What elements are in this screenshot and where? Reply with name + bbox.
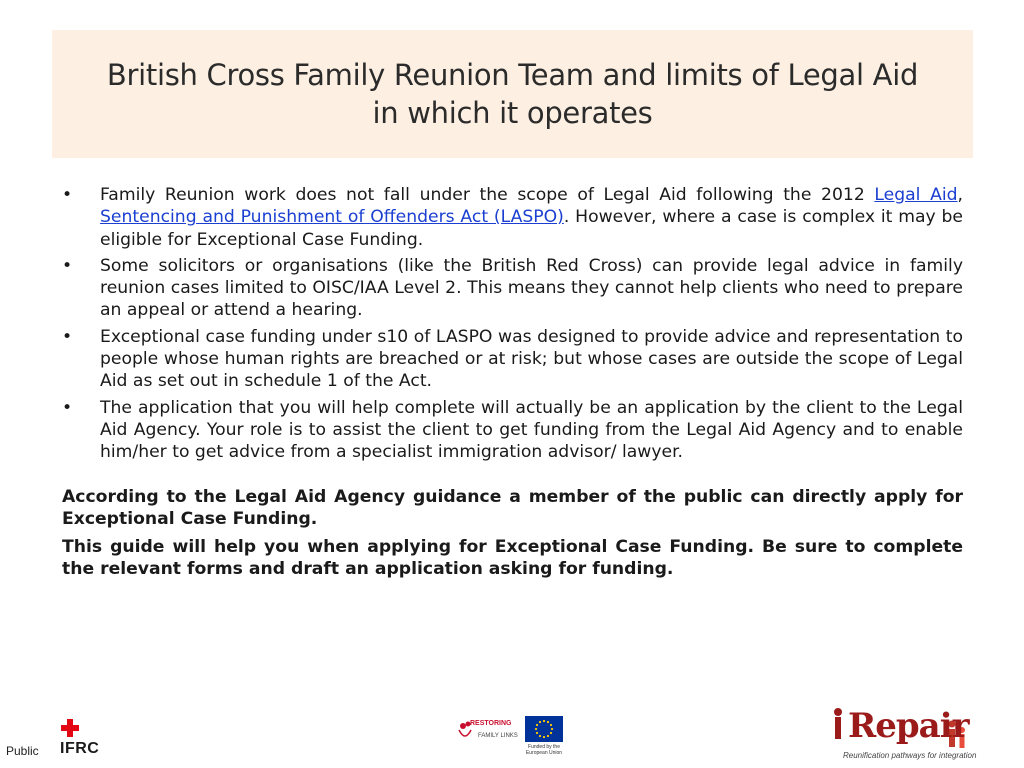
bullet-item-3	[62, 326, 963, 393]
classification-label: Public	[6, 744, 39, 758]
red-cross-horizontal	[61, 725, 79, 731]
eu-funding-label: Funded by the European Union	[525, 744, 563, 756]
repair-wordmark: Repair	[848, 706, 969, 746]
eu-flag-icon	[525, 716, 563, 742]
bullet-marker: •	[62, 397, 73, 418]
legal-aid-link[interactable]: Legal Aid	[874, 185, 958, 205]
bullet-1-text-start: Family Reunion work does not fall under the scope of Legal Aid following the 2012	[100, 185, 875, 205]
bullet-item-4	[62, 397, 963, 464]
bullet-marker: •	[62, 185, 73, 205]
laspo-link[interactable]: Sentencing and Punishment of Offenders Act (LASPO)	[100, 207, 564, 228]
bullet-4-text: The application that you will help complete will actually be an application by the client to the Legal Aid Agency. Your role is to assist the client to get funding from the Legal Aid Agency and to enable him/her to get advice from a specialist immigration advisor/ lawyer.	[100, 397, 963, 463]
repair-tagline: Reunification pathways for integration	[843, 751, 977, 760]
red-crescent	[84, 719, 93, 737]
bullet-list	[62, 184, 963, 464]
bullet-marker: •	[62, 255, 73, 276]
bullet-3-text: Exceptional case funding under s10 of LASPO was designed to provide advice and representation to people whose human rights are breached or at risk; but whose cases are outside the scope of Legal Aid as set out in schedule 1 of the Act.	[100, 326, 963, 392]
rfl-label-restoring: RESTORING	[470, 720, 512, 727]
bold-paragraph-public-apply: According to the Legal Aid Agency guidance a member of the public can directly apply for Exceptional Case Funding.	[62, 486, 963, 529]
bullet-1-text-end: . However, where a case is complex it may be eligible for Exceptional Case Funding.	[100, 207, 963, 250]
bullet-2-text: Some solicitors or organisations (like the British Red Cross) can provide legal advice in family reunion cases limited to OISC/IAA Level 2. This means they cannot help clients who need to prepare an appeal or attend a hearing.	[100, 255, 963, 321]
bold-paragraph-guide: This guide will help you when applying for Exceptional Case Funding. Be sure to complete the relevant forms and draft an application asking for funding.	[62, 537, 963, 580]
rfl-label-family-links: FAMILY LINKS	[478, 733, 518, 739]
bullet-marker: •	[62, 326, 73, 347]
slide-content	[62, 184, 963, 581]
ifrc-label: IFRC	[60, 740, 100, 757]
slide-title: British Cross Family Reunion Team and limits of Legal Aid in which it operates	[106, 58, 919, 130]
bullet-item-1	[62, 184, 963, 251]
bullet-item-2	[62, 255, 963, 322]
title-banner	[52, 30, 973, 158]
bullet-1-text-sep: ,	[957, 185, 963, 205]
